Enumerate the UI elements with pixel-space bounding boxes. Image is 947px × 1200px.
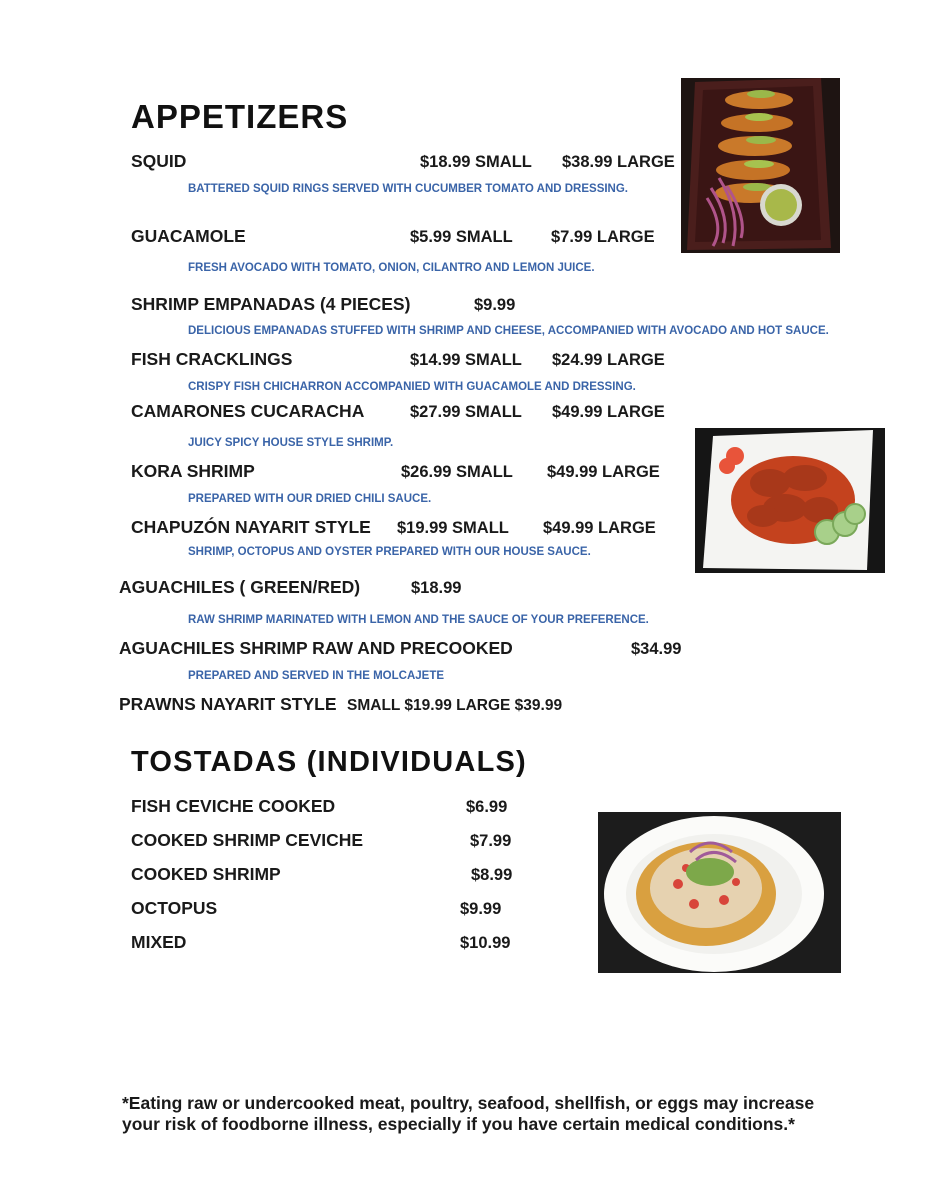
menu-item-name: COOKED SHRIMP CEVICHE [131, 830, 364, 850]
menu-item-name: MIXED [131, 932, 187, 952]
menu-item-name: CAMARONES CUCARACHA [131, 401, 365, 421]
menu-item-name: GUACAMOLE [131, 226, 246, 246]
empanadas-photo [681, 78, 840, 253]
menu-item-description: FRESH AVOCADO WITH TOMATO, ONION, CILANTRO AND LEMON JUICE. [188, 262, 595, 274]
menu-item-name: KORA SHRIMP [131, 461, 255, 481]
price: $34.99 [631, 640, 682, 658]
price-large: $49.99 LARGE [547, 463, 660, 481]
price-large: $38.99 LARGE [562, 153, 675, 171]
menu-item-description: CRISPY FISH CHICHARRON ACCOMPANIED WITH GUACAMOLE AND DRESSING. [188, 381, 636, 393]
shrimp-photo [695, 428, 885, 573]
menu-item-description: RAW SHRIMP MARINATED WITH LEMON AND THE SAUCE OF YOUR PREFERENCE. [188, 614, 649, 626]
price-small: $18.99 SMALL [420, 153, 532, 171]
price: $8.99 [471, 866, 513, 884]
price: $9.99 [474, 296, 516, 314]
menu-item-name: COOKED SHRIMP [131, 864, 281, 884]
price: $7.99 [470, 832, 512, 850]
empanadas-icon [681, 78, 840, 253]
menu-item-name: OCTOPUS [131, 898, 218, 918]
price-large: $7.99 LARGE [551, 228, 655, 246]
price-large: $24.99 LARGE [552, 351, 665, 369]
menu-item-description: JUICY SPICY HOUSE STYLE SHRIMP. [188, 437, 394, 449]
price: $10.99 [460, 934, 511, 952]
menu-item-name: FISH CEVICHE COOKED [131, 796, 336, 816]
shrimp-icon [695, 428, 885, 573]
price-small: $27.99 SMALL [410, 403, 522, 421]
price: $18.99 [411, 579, 462, 597]
price: $9.99 [460, 900, 502, 918]
menu-item-name: SHRIMP EMPANADAS (4 PIECES) [131, 294, 411, 314]
menu-item-name: FISH CRACKLINGS [131, 349, 293, 369]
price-large: $49.99 LARGE [552, 403, 665, 421]
menu-item-description: DELICIOUS EMPANADAS STUFFED WITH SHRIMP AND CHEESE, ACCOMPANIED WITH AVOCADO AND HOT SAUCE. [188, 325, 829, 337]
menu-item-description: BATTERED SQUID RINGS SERVED WITH CUCUMBER TOMATO AND DRESSING. [188, 183, 629, 195]
menu-item-name: PRAWNS NAYARIT STYLE [119, 694, 337, 714]
price-large: $49.99 LARGE [543, 519, 656, 537]
menu-item-description: SHRIMP, OCTOPUS AND OYSTER PREPARED WITH OUR HOUSE SAUCE. [188, 546, 591, 558]
price: $6.99 [466, 798, 508, 816]
appetizers-heading: APPETIZERS [131, 98, 349, 135]
tostada-icon [598, 812, 841, 973]
menu-item-name: AGUACHILES SHRIMP RAW AND PRECOOKED [119, 638, 513, 658]
price-small: $26.99 SMALL [401, 463, 513, 481]
price-small: $19.99 SMALL [397, 519, 509, 537]
menu-item-description: PREPARED AND SERVED IN THE MOLCAJETE [188, 670, 445, 682]
price: SMALL $19.99 LARGE $39.99 [347, 697, 563, 714]
menu-item-name: CHAPUZÓN NAYARIT STYLE [131, 517, 371, 537]
menu-item-description: PREPARED WITH OUR DRIED CHILI SAUCE. [188, 493, 432, 505]
food-safety-disclaimer: *Eating raw or undercooked meat, poultry, seafood, shellfish, or eggs may increase your risk of foodborne illness, especially if you have certain medical conditions.* [122, 1093, 815, 1134]
tostada-photo [598, 812, 841, 973]
price-small: $5.99 SMALL [410, 228, 513, 246]
tostadas-heading: TOSTADAS (INDIVIDUALS) [131, 746, 527, 778]
menu-item-name: AGUACHILES ( GREEN/RED) [119, 577, 361, 597]
price-small: $14.99 SMALL [410, 351, 522, 369]
menu-item-name: SQUID [131, 151, 187, 171]
